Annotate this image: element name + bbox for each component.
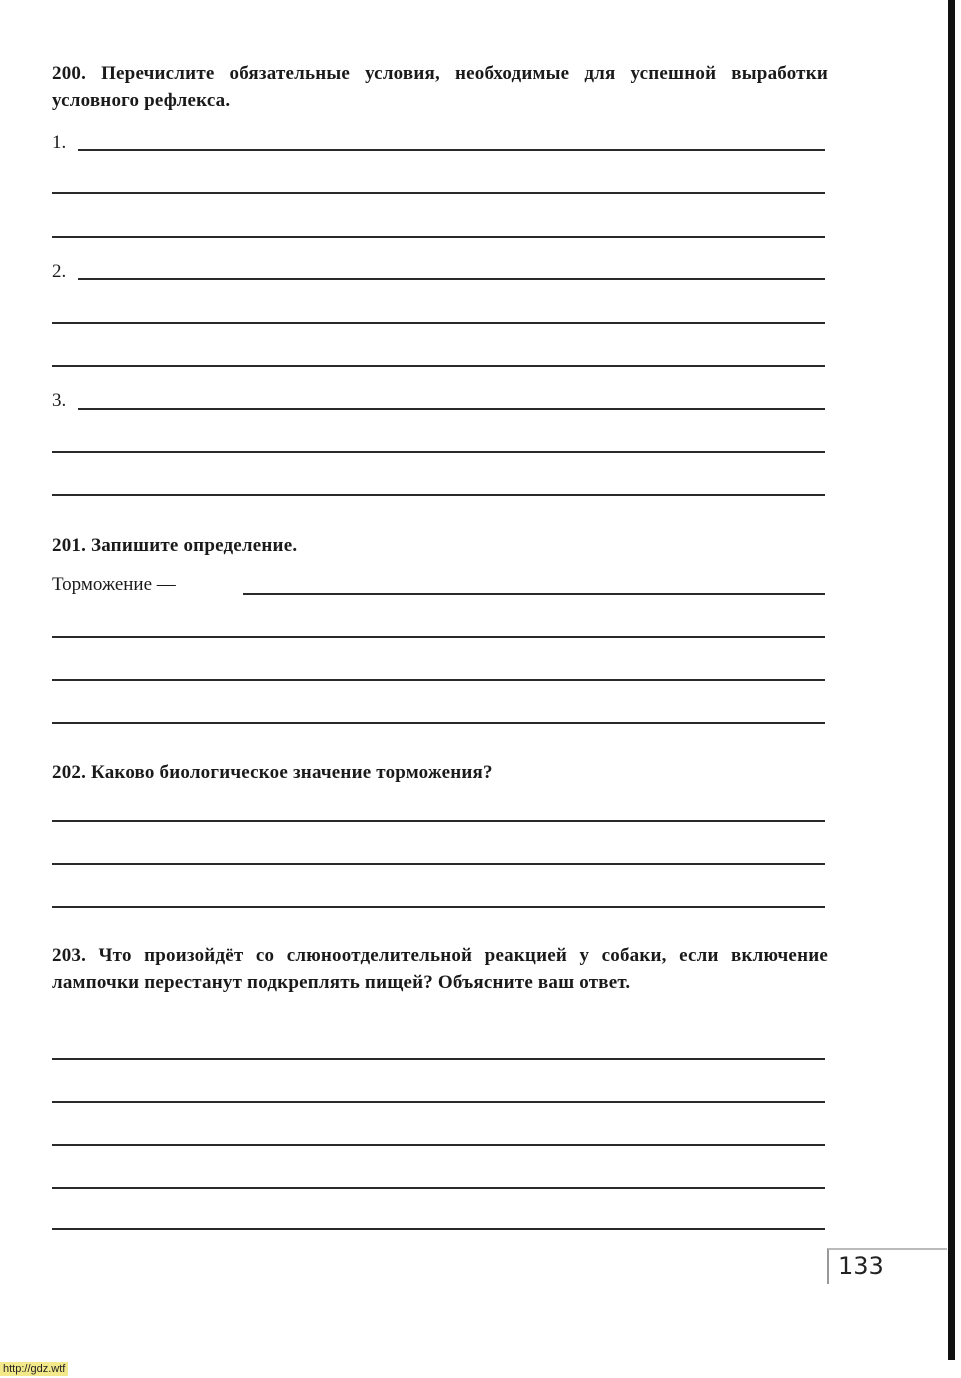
item-2-label: 2. <box>52 261 67 282</box>
answer-line[interactable] <box>52 906 825 908</box>
task-202-question: 202. Каково биологическое значение торможения? <box>52 762 493 783</box>
answer-line[interactable] <box>52 722 825 724</box>
watermark-link[interactable]: http://gdz.wtf <box>0 1362 68 1376</box>
answer-line[interactable] <box>52 1101 825 1103</box>
page-edge-shadow <box>948 0 955 1360</box>
answer-line[interactable] <box>243 593 825 595</box>
task-200-question: 200. Перечислите обязательные условия, необходимые для успешной выработки условного рефлекса. <box>52 63 828 111</box>
answer-line[interactable] <box>52 365 825 367</box>
answer-line[interactable] <box>52 192 825 194</box>
item-1-label: 1. <box>52 132 67 153</box>
page-number: 133 <box>838 1252 884 1280</box>
answer-line[interactable] <box>78 408 825 410</box>
answer-line[interactable] <box>52 1187 825 1189</box>
answer-line[interactable] <box>52 494 825 496</box>
answer-line[interactable] <box>52 636 825 638</box>
task-203-question: 203. Что произойдёт со слюноотделительной реакцией у собаки, если включение лампочки перестанут подкреплять пищей? Объясните ваш ответ. <box>52 945 828 993</box>
answer-line[interactable] <box>52 1058 825 1060</box>
answer-line[interactable] <box>52 679 825 681</box>
answer-line[interactable] <box>52 863 825 865</box>
answer-line[interactable] <box>52 451 825 453</box>
answer-line[interactable] <box>52 1228 825 1230</box>
answer-line[interactable] <box>52 1144 825 1146</box>
answer-line[interactable] <box>52 322 825 324</box>
term-label: Торможение — <box>52 574 176 595</box>
answer-line[interactable] <box>78 149 825 151</box>
answer-line[interactable] <box>78 278 825 280</box>
task-201-question: 201. Запишите определение. <box>52 535 298 556</box>
answer-line[interactable] <box>52 820 825 822</box>
item-3-label: 3. <box>52 390 67 411</box>
answer-line[interactable] <box>52 236 825 238</box>
